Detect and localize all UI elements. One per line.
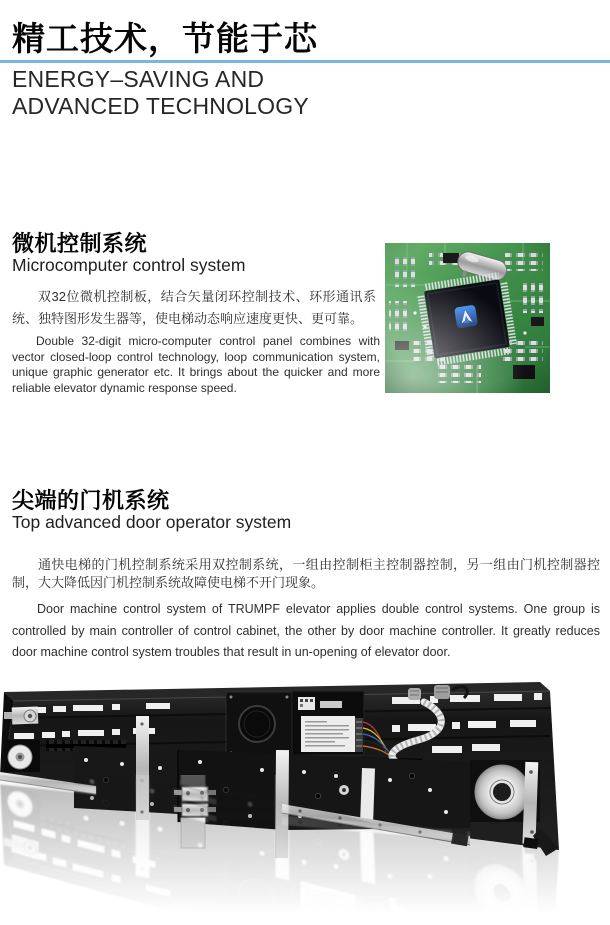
section1-body-cn: 双32位微机控制板，结合矢量闭环控制技术、环形通讯系统、独特图形发生器等，使电梯动态响应速度更快、更可靠。 (12, 289, 376, 326)
section2-body-en: Door machine control system of TRUMPF elevator applies double control systems. One group is controlled by main controller of control cabinet, the other by door machine controller. It greatly reduces door machine control system troubles that result in un-opening of elevator door. (12, 602, 600, 659)
section1-body-en: Double 32-digit micro-computer control panel combines with vector closed-loop control technology, loop communication system, unique graphic generator etc. It brings about the quicker and more reliable elevator dynamic response speed. (12, 334, 380, 395)
section2-body-cn: 通快电梯的门机控制系统采用双控制系统，一组由控制柜主控制器控制，另一组由门机控制器控制，大大降低因门机控制系统故障使电梯不开门现象。 (12, 557, 600, 590)
page-title-en-line1: ENERGY–SAVING AND (12, 66, 265, 92)
door-operator-image (0, 680, 610, 925)
section1-title-cn: 微机控制系统 (12, 231, 148, 256)
section1-title-en: Microcomputer control system (12, 255, 246, 275)
circuit-board-image (385, 243, 550, 393)
section2-title-en: Top advanced door operator system (12, 512, 292, 532)
page-title-en-line2: ADVANCED TECHNOLOGY (12, 93, 309, 119)
door-operator-illustration (0, 680, 610, 925)
page-title-en (12, 66, 432, 120)
circuit-board-illustration (385, 243, 550, 393)
section2-title-cn: 尖端的门机系统 (12, 488, 170, 513)
bracket-strip-right (360, 768, 375, 826)
accent-divider (0, 60, 610, 63)
page-title-cn: 精工技术，节能于芯 (12, 20, 318, 57)
door-motor (226, 692, 292, 758)
